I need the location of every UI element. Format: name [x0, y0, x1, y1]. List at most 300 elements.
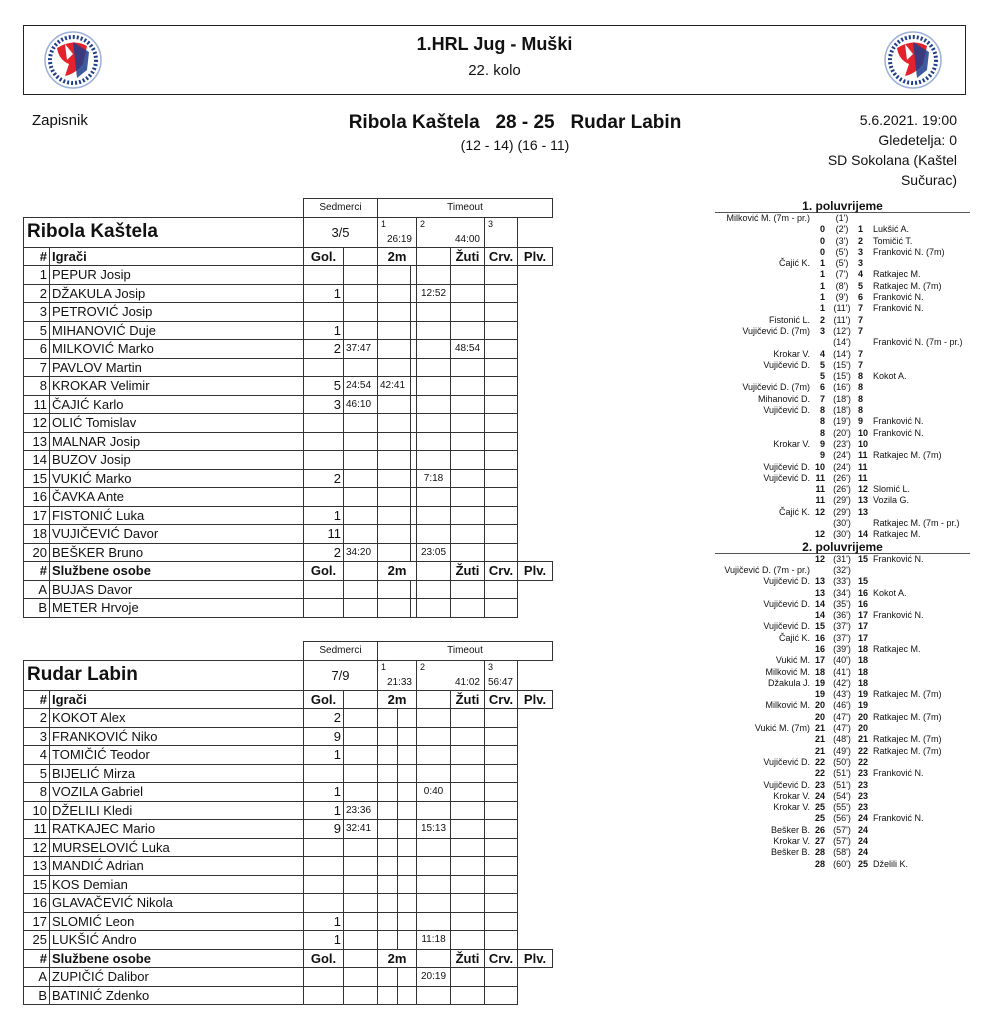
- home-scorer: Čajić K.: [778, 258, 810, 269]
- player-number: 13: [24, 432, 50, 451]
- official-name: BATINIĆ Zdenko: [50, 986, 304, 1005]
- log-event: [715, 247, 970, 258]
- two-min-3: [397, 931, 417, 950]
- minute: (5'): [835, 258, 849, 269]
- blue-card: [485, 377, 518, 396]
- yellow-card: [417, 340, 451, 359]
- yellow-card: 7:18: [417, 469, 451, 488]
- player-goals: [304, 488, 344, 507]
- home-score: 25: [814, 813, 825, 824]
- minute: (29'): [833, 506, 851, 517]
- official-row: [24, 968, 553, 987]
- away-score: 25: [858, 858, 869, 869]
- empty-cell: [304, 580, 344, 599]
- two-min-2: [378, 801, 398, 820]
- two-min-2: [378, 857, 398, 876]
- blue-card: [485, 912, 518, 931]
- home-scorer: Čajić K.: [778, 632, 810, 643]
- col-empty: [417, 949, 451, 968]
- log-event: [715, 269, 970, 280]
- red-card: [451, 894, 485, 913]
- home-score: 28: [814, 847, 825, 858]
- away-score: 3: [858, 246, 864, 257]
- log-event: [715, 349, 970, 360]
- sevens-header: Sedmerci: [304, 642, 378, 661]
- log-event: [715, 712, 970, 723]
- official-row: [24, 986, 553, 1005]
- away-team-table: [23, 641, 553, 1005]
- away-scorer: Franković N.: [873, 427, 924, 438]
- player-goals: 1: [304, 746, 344, 765]
- home-score: 0: [819, 235, 825, 246]
- home-scorer: Vujičević D.: [763, 621, 810, 632]
- two-min-2: [378, 266, 411, 285]
- empty-cell: [485, 986, 518, 1005]
- log-event: [715, 678, 970, 689]
- red-card: [451, 284, 485, 303]
- league-logo-left: [43, 30, 103, 90]
- player-goals: [304, 838, 344, 857]
- red-card: [451, 931, 485, 950]
- player-row: [24, 506, 553, 525]
- venue: SD Sokolana (Kaštel Sučurac): [827, 152, 957, 188]
- player-name: MIHANOVIĆ Duje: [50, 321, 304, 340]
- minute: (42'): [833, 677, 851, 688]
- col-number: #: [24, 690, 50, 709]
- minute: (18'): [833, 393, 851, 404]
- red-card: [451, 746, 485, 765]
- player-goals: 1: [304, 931, 344, 950]
- player-name: MANDIĆ Adrian: [50, 857, 304, 876]
- yellow-card: [417, 506, 451, 525]
- player-number: 6: [24, 340, 50, 359]
- two-min-2: [378, 746, 398, 765]
- player-name: KROKAR Velimir: [50, 377, 304, 396]
- log-event: [715, 337, 970, 348]
- league-title: 1.HRL Jug - Muški: [416, 34, 573, 54]
- spacer: [24, 199, 304, 218]
- timeout-2: [417, 660, 485, 690]
- away-score: 11: [858, 472, 868, 483]
- away-score: 18: [858, 643, 869, 654]
- player-goals: [304, 432, 344, 451]
- minute: (37'): [833, 632, 851, 643]
- red-card: [451, 801, 485, 820]
- minute: (47'): [833, 711, 851, 722]
- log-event: [715, 495, 970, 506]
- yellow-card: [417, 525, 451, 544]
- away-score: 2: [858, 235, 864, 246]
- minute: (23'): [833, 438, 851, 449]
- log-event: [715, 599, 970, 610]
- blue-card: [485, 451, 518, 470]
- minute: (56'): [833, 813, 851, 824]
- away-score: 24: [858, 836, 869, 847]
- col-2m: 2m: [378, 562, 417, 581]
- player-row: [24, 801, 553, 820]
- sevens-value: 7/9: [304, 660, 378, 690]
- col-yellow: Žuti: [451, 247, 485, 266]
- home-score: 17: [814, 655, 825, 666]
- blue-card: [485, 414, 518, 433]
- home-scorer: Milković M.: [765, 666, 810, 677]
- spectators: Gledetelja: 0: [878, 132, 957, 148]
- away-score: 7: [858, 325, 864, 336]
- minute: (3'): [835, 235, 849, 246]
- two-min-1: [344, 414, 378, 433]
- two-min-3: [397, 709, 417, 728]
- red-card: [451, 857, 485, 876]
- empty-cell: [344, 968, 378, 987]
- log-event: [715, 507, 970, 518]
- player-row: [24, 727, 553, 746]
- away-scorer: Franković N. (7m): [873, 246, 945, 257]
- minute: (57'): [833, 824, 851, 835]
- away-score: 20: [858, 711, 869, 722]
- match-datetime: 5.6.2021. 19:00: [859, 112, 957, 128]
- player-name: PEPUR Josip: [50, 266, 304, 285]
- sevens-value: 3/5: [304, 217, 378, 247]
- player-goals: 11: [304, 525, 344, 544]
- minute: (35'): [833, 598, 851, 609]
- log-event: [715, 450, 970, 461]
- player-goals: 5: [304, 377, 344, 396]
- two-min-2: [378, 525, 411, 544]
- two-min-1: [344, 857, 378, 876]
- away-scorer: Franković N.: [873, 553, 924, 564]
- home-score: 16: [814, 643, 825, 654]
- empty-cell: [397, 968, 417, 987]
- away-score: 17: [858, 632, 869, 643]
- yellow-card: [417, 857, 451, 876]
- col-blue: Plv.: [518, 690, 553, 709]
- home-scorer: Fistonić L.: [768, 314, 810, 325]
- player-row: [24, 875, 553, 894]
- empty-cell: [378, 968, 398, 987]
- away-score: 23: [858, 768, 869, 779]
- timeout-time: 26:19: [386, 233, 412, 245]
- sevens-header: Sedmerci: [304, 199, 378, 218]
- blue-card: [485, 303, 518, 322]
- minute: (14'): [833, 348, 851, 359]
- log-event: [715, 621, 970, 632]
- home-scorer: Vukić M.: [775, 655, 810, 666]
- log-event: [715, 371, 970, 382]
- away-score: 23: [858, 802, 869, 813]
- log-event: [715, 554, 970, 565]
- away-score: 19: [858, 700, 869, 711]
- player-number: 12: [24, 838, 50, 857]
- log-event: [715, 655, 970, 666]
- away-scorer: Ratkajec M.: [873, 269, 921, 280]
- log-event: [715, 405, 970, 416]
- player-number: 3: [24, 303, 50, 322]
- log-event: [715, 416, 970, 427]
- log-event: [715, 303, 970, 314]
- blue-card: [485, 321, 518, 340]
- col-red: Crv.: [485, 949, 518, 968]
- two-min-3: [397, 783, 417, 802]
- away-scorer: Franković N.: [873, 303, 924, 314]
- player-goals: 2: [304, 340, 344, 359]
- player-row: [24, 543, 553, 562]
- home-scorer: Krokar V.: [773, 790, 810, 801]
- home-scorer: Mihanović D.: [757, 393, 810, 404]
- home-scorer: Bešker B.: [770, 847, 810, 858]
- player-name: MILKOVIĆ Marko: [50, 340, 304, 359]
- two-min-1: [344, 838, 378, 857]
- player-number: 13: [24, 857, 50, 876]
- blue-card: [485, 395, 518, 414]
- timeout-header: Timeout: [378, 199, 553, 218]
- away-score: 17: [858, 621, 869, 632]
- empty-cell: [378, 599, 411, 618]
- minute: (40'): [833, 655, 851, 666]
- two-min-1: [344, 266, 378, 285]
- away-score: 19: [858, 689, 869, 700]
- home-score: 1: [819, 292, 825, 303]
- player-row: [24, 912, 553, 931]
- log-event: [715, 258, 970, 269]
- player-goals: 1: [304, 284, 344, 303]
- log-event: [715, 859, 970, 870]
- away-score: 1: [858, 224, 864, 235]
- player-row: [24, 395, 553, 414]
- player-goals: 1: [304, 783, 344, 802]
- player-goals: 1: [304, 912, 344, 931]
- log-event: [715, 462, 970, 473]
- two-min-3: [397, 801, 417, 820]
- minute: (24'): [833, 461, 851, 472]
- away-scorer: Ratkajec M. (7m): [873, 450, 942, 461]
- player-number: 7: [24, 358, 50, 377]
- timeout-number: 3: [488, 661, 494, 672]
- away-scorer: Ratkajec M. (7m): [873, 689, 942, 700]
- red-card: [451, 764, 485, 783]
- two-min-3: [397, 727, 417, 746]
- two-min-1: [344, 358, 378, 377]
- blue-card: [485, 838, 518, 857]
- minute: (32'): [833, 564, 851, 575]
- away-scorer: Ratkajec M. (7m): [873, 734, 942, 745]
- red-card: [451, 783, 485, 802]
- blue-card: [485, 506, 518, 525]
- minute: (19'): [833, 416, 851, 427]
- player-number: 2: [24, 709, 50, 728]
- empty-cell: [451, 580, 485, 599]
- empty-cell: [378, 986, 398, 1005]
- two-min-3: [397, 875, 417, 894]
- yellow-card: [417, 599, 451, 618]
- red-card: [451, 543, 485, 562]
- away-score: 21: [858, 734, 869, 745]
- minute: (11'): [833, 303, 851, 314]
- red-card: [451, 395, 485, 414]
- player-name: OLIĆ Tomislav: [50, 414, 304, 433]
- log-event: [715, 667, 970, 678]
- red-card: [451, 469, 485, 488]
- away-scorer: Kokot A.: [873, 371, 907, 382]
- log-event: [715, 780, 970, 791]
- timeout-number: 3: [488, 218, 494, 229]
- log-event: [715, 633, 970, 644]
- player-row: [24, 451, 553, 470]
- player-row: [24, 820, 553, 839]
- minute: (26'): [833, 484, 851, 495]
- two-min-1: [344, 764, 378, 783]
- away-score: 24: [858, 847, 869, 858]
- away-score: 24: [858, 813, 869, 824]
- two-min-2: [378, 912, 398, 931]
- player-number: 8: [24, 377, 50, 396]
- empty-cell: [397, 986, 417, 1005]
- player-number: 16: [24, 488, 50, 507]
- timeout-3: [485, 660, 518, 690]
- official-letter: B: [24, 599, 50, 618]
- log-event: [715, 326, 970, 337]
- away-scorer: Ratkajec M.: [873, 529, 921, 540]
- empty-cell: [378, 580, 411, 599]
- log-event: [715, 610, 970, 621]
- player-row: [24, 709, 553, 728]
- player-goals: 1: [304, 321, 344, 340]
- player-row: [24, 857, 553, 876]
- player-goals: 9: [304, 727, 344, 746]
- log-event: [715, 700, 970, 711]
- official-name: BUJAS Davor: [50, 580, 304, 599]
- log-event: [715, 791, 970, 802]
- minute: (57'): [833, 836, 851, 847]
- away-score: 11: [858, 450, 868, 461]
- away-score: 13: [858, 506, 869, 517]
- timeout-number: 2: [420, 661, 426, 672]
- minute: (31'): [833, 553, 851, 564]
- home-score: 1: [819, 258, 825, 269]
- two-min-2: [378, 488, 411, 507]
- home-score: 2: [819, 314, 825, 325]
- two-min-1: 37:47: [344, 340, 378, 359]
- player-goals: 1: [304, 801, 344, 820]
- player-goals: [304, 303, 344, 322]
- home-score: 12: [814, 506, 825, 517]
- player-row: [24, 358, 553, 377]
- away-scorer: Dželili K.: [873, 858, 909, 869]
- two-min-3: [397, 746, 417, 765]
- two-min-1: [344, 875, 378, 894]
- log-event: [715, 236, 970, 247]
- minute: (1'): [835, 213, 849, 223]
- player-number: 18: [24, 525, 50, 544]
- player-name: RATKAJEC Mario: [50, 820, 304, 839]
- round-label: 22. kolo: [468, 62, 521, 79]
- minute: (15'): [833, 359, 851, 370]
- minute: (5'): [835, 246, 849, 257]
- yellow-card: [417, 303, 451, 322]
- away-score: 8: [858, 371, 864, 382]
- empty-cell: [344, 580, 378, 599]
- yellow-card: [417, 377, 451, 396]
- timeout-number: 1: [381, 218, 387, 229]
- timeout-1: [378, 660, 417, 690]
- home-score: 21: [814, 734, 825, 745]
- two-min-2: [378, 783, 398, 802]
- log-event: [715, 382, 970, 393]
- home-score: 18: [814, 666, 825, 677]
- home-score: 15: [814, 621, 825, 632]
- player-goals: [304, 894, 344, 913]
- away-score: 7: [858, 314, 864, 325]
- player-number: 16: [24, 894, 50, 913]
- minute: (26'): [833, 472, 851, 483]
- home-score: 8: [819, 427, 825, 438]
- away-scorer: Franković N.: [873, 768, 924, 779]
- two-min-2: [378, 321, 411, 340]
- away-score: 7: [858, 348, 864, 359]
- home-score: 27: [814, 836, 825, 847]
- minute: (34'): [833, 587, 851, 598]
- empty-cell: [485, 968, 518, 987]
- away-scorer: Ratkajec M. (7m - pr.): [873, 518, 960, 529]
- spacer: [24, 642, 304, 661]
- player-row: [24, 764, 553, 783]
- log-event: [715, 439, 970, 450]
- home-score: 14: [814, 610, 825, 621]
- yellow-card: [417, 451, 451, 470]
- away-score: 16: [858, 587, 869, 598]
- red-card: [451, 321, 485, 340]
- home-score: 8: [819, 416, 825, 427]
- two-min-3: [397, 764, 417, 783]
- official-letter: A: [24, 580, 50, 599]
- player-number: 1: [24, 266, 50, 285]
- log-event: [715, 315, 970, 326]
- red-card: [451, 358, 485, 377]
- minute: (29'): [833, 495, 851, 506]
- player-name: MURSELOVIĆ Luka: [50, 838, 304, 857]
- col-name: Igrači: [50, 247, 304, 266]
- log-event: [715, 689, 970, 700]
- home-score: 1: [819, 280, 825, 291]
- two-min-1: 24:54: [344, 377, 378, 396]
- home-scorer: Džakula J.: [767, 677, 810, 688]
- yellow-card: [417, 894, 451, 913]
- home-score: 11: [815, 472, 825, 483]
- home-score: 21: [814, 745, 825, 756]
- yellow-card: [417, 414, 451, 433]
- player-name: VOZILA Gabriel: [50, 783, 304, 802]
- yellow-card: [417, 395, 451, 414]
- yellow-card: [417, 580, 451, 599]
- log-event: [715, 757, 970, 768]
- away-team-name: Rudar Labin: [24, 660, 304, 690]
- two-min-1: [344, 451, 378, 470]
- home-score: 5: [819, 359, 825, 370]
- empty-cell: [304, 986, 344, 1005]
- two-min-1: [344, 432, 378, 451]
- away-scorer: Tomičić T.: [873, 235, 913, 246]
- col-empty: [344, 562, 378, 581]
- blue-card: [485, 469, 518, 488]
- log-event: [715, 224, 970, 235]
- timeout-number: 2: [420, 218, 426, 229]
- player-goals: [304, 266, 344, 285]
- away-score: 20: [858, 723, 869, 734]
- timeout-time: 41:02: [454, 676, 480, 688]
- player-number: 15: [24, 469, 50, 488]
- away-score: 10: [858, 427, 869, 438]
- red-card: [451, 303, 485, 322]
- yellow-card: [417, 488, 451, 507]
